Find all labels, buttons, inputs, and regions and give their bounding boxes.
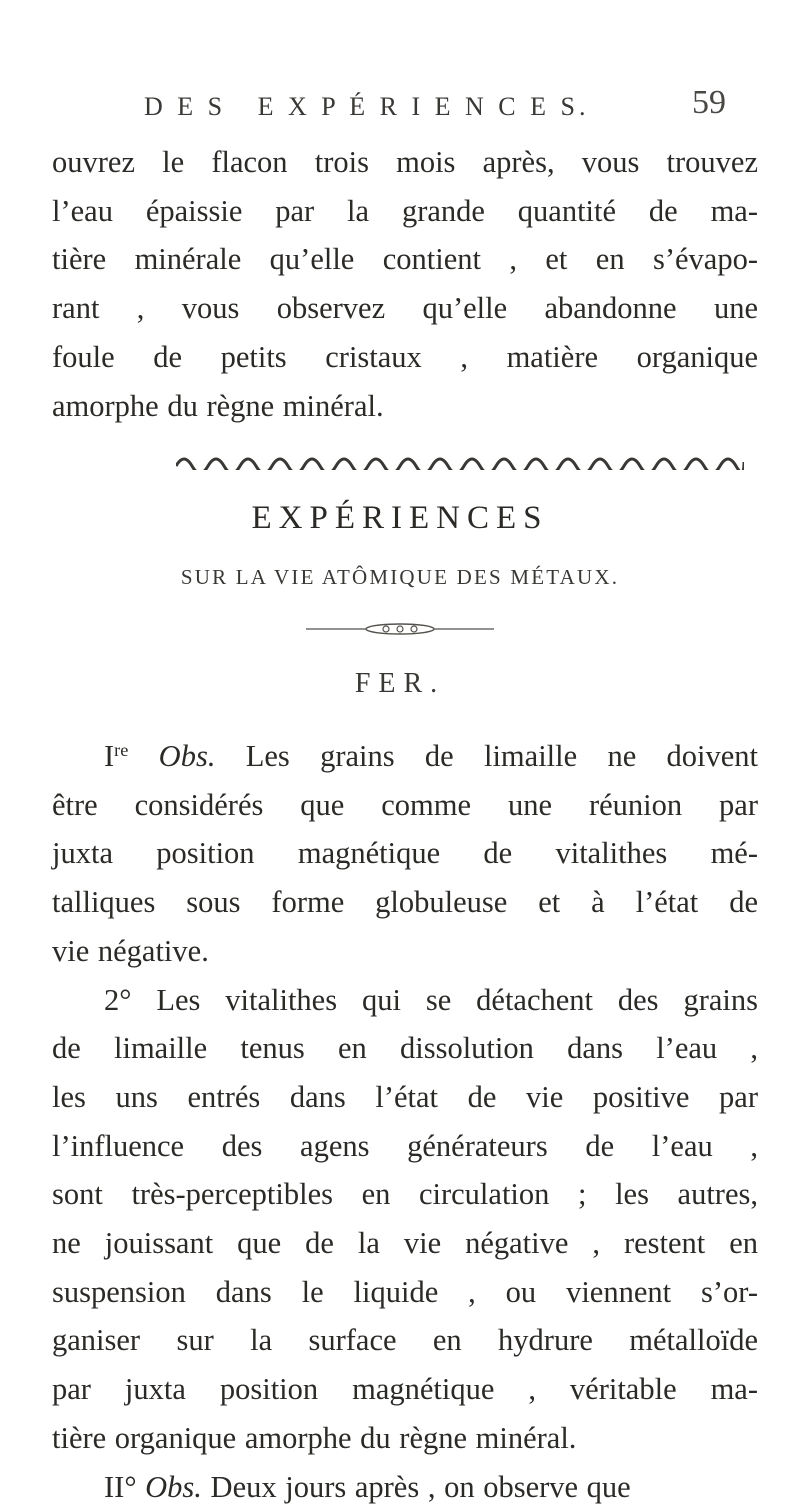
text-line: ganiser sur la surface en hydrure métalloïde [52,1323,758,1358]
text-line: juxta position magnétique de vitalithes mé- [52,836,758,871]
text-line: suspension dans le liquide , ou viennent s’or- [52,1274,758,1309]
text-line: rant , vous observez qu’elle abandonne une [52,291,758,326]
text-line: l’eau épaissie par la grande quantité de ma- [52,193,758,228]
text-line [52,732,758,781]
text-line: les uns entrés dans l’état de vie positive par [52,1079,758,1114]
observation-1 [52,732,758,1511]
text-line: tière organique amorphe du règne minéral. [52,1420,577,1455]
text-line: foule de petits cristaux , matière organique [52,339,758,374]
text-line: ne jouissant que de la vie négative , restent en [52,1226,758,1261]
text-line: l’influence des agens générateurs de l’eau , [52,1128,758,1163]
obs-label: Obs. [158,739,216,773]
running-head [120,84,740,134]
text-line: talliques sous forme globuleuse et à l’état de [52,885,758,920]
text-line: vie négative. [52,933,209,968]
obs-numeral: I [104,739,115,773]
obs-label: Obs. [145,1469,202,1504]
text-line: sont très-perceptibles en circulation ; les autres, [52,1177,758,1212]
running-head-title: D E S E X P É R I E N C E S. [144,92,590,121]
page-number: 59 [692,84,726,121]
chapter-title: EXPÉRIENCES [251,500,549,536]
chapter-subtitle: SUR LA VIE ATÔMIQUE DES MÉTAUX. [180,565,620,589]
text-line: tière minérale qu’elle contient , et en s’évapo- [52,242,758,277]
top-paragraph [52,138,758,430]
text-line: être considérés que comme une réunion par [52,787,758,822]
text-line: amorphe du règne minéral. [52,388,384,423]
text-line: de limaille tenus en dissolution dans l’eau , [52,1031,758,1066]
obs-numeral-superscript: re [114,739,129,760]
obs-numeral: II° [104,1469,137,1504]
rule-ornament [306,622,494,636]
obs-text: Les grains de limaille ne doivent [245,739,759,773]
text-line: 2° Les vitalithes qui se détachent des grains [104,982,758,1017]
obs-text: Deux jours après , on observe que [210,1469,631,1504]
text-line: par juxta position magnétique , véritable ma- [52,1372,758,1407]
section-heading: FER. [354,668,446,699]
text-line: ouvrez le flacon trois mois après, vous trouvez [52,145,758,179]
wave-ornament-divider [176,452,744,470]
text-line [52,1463,758,1511]
